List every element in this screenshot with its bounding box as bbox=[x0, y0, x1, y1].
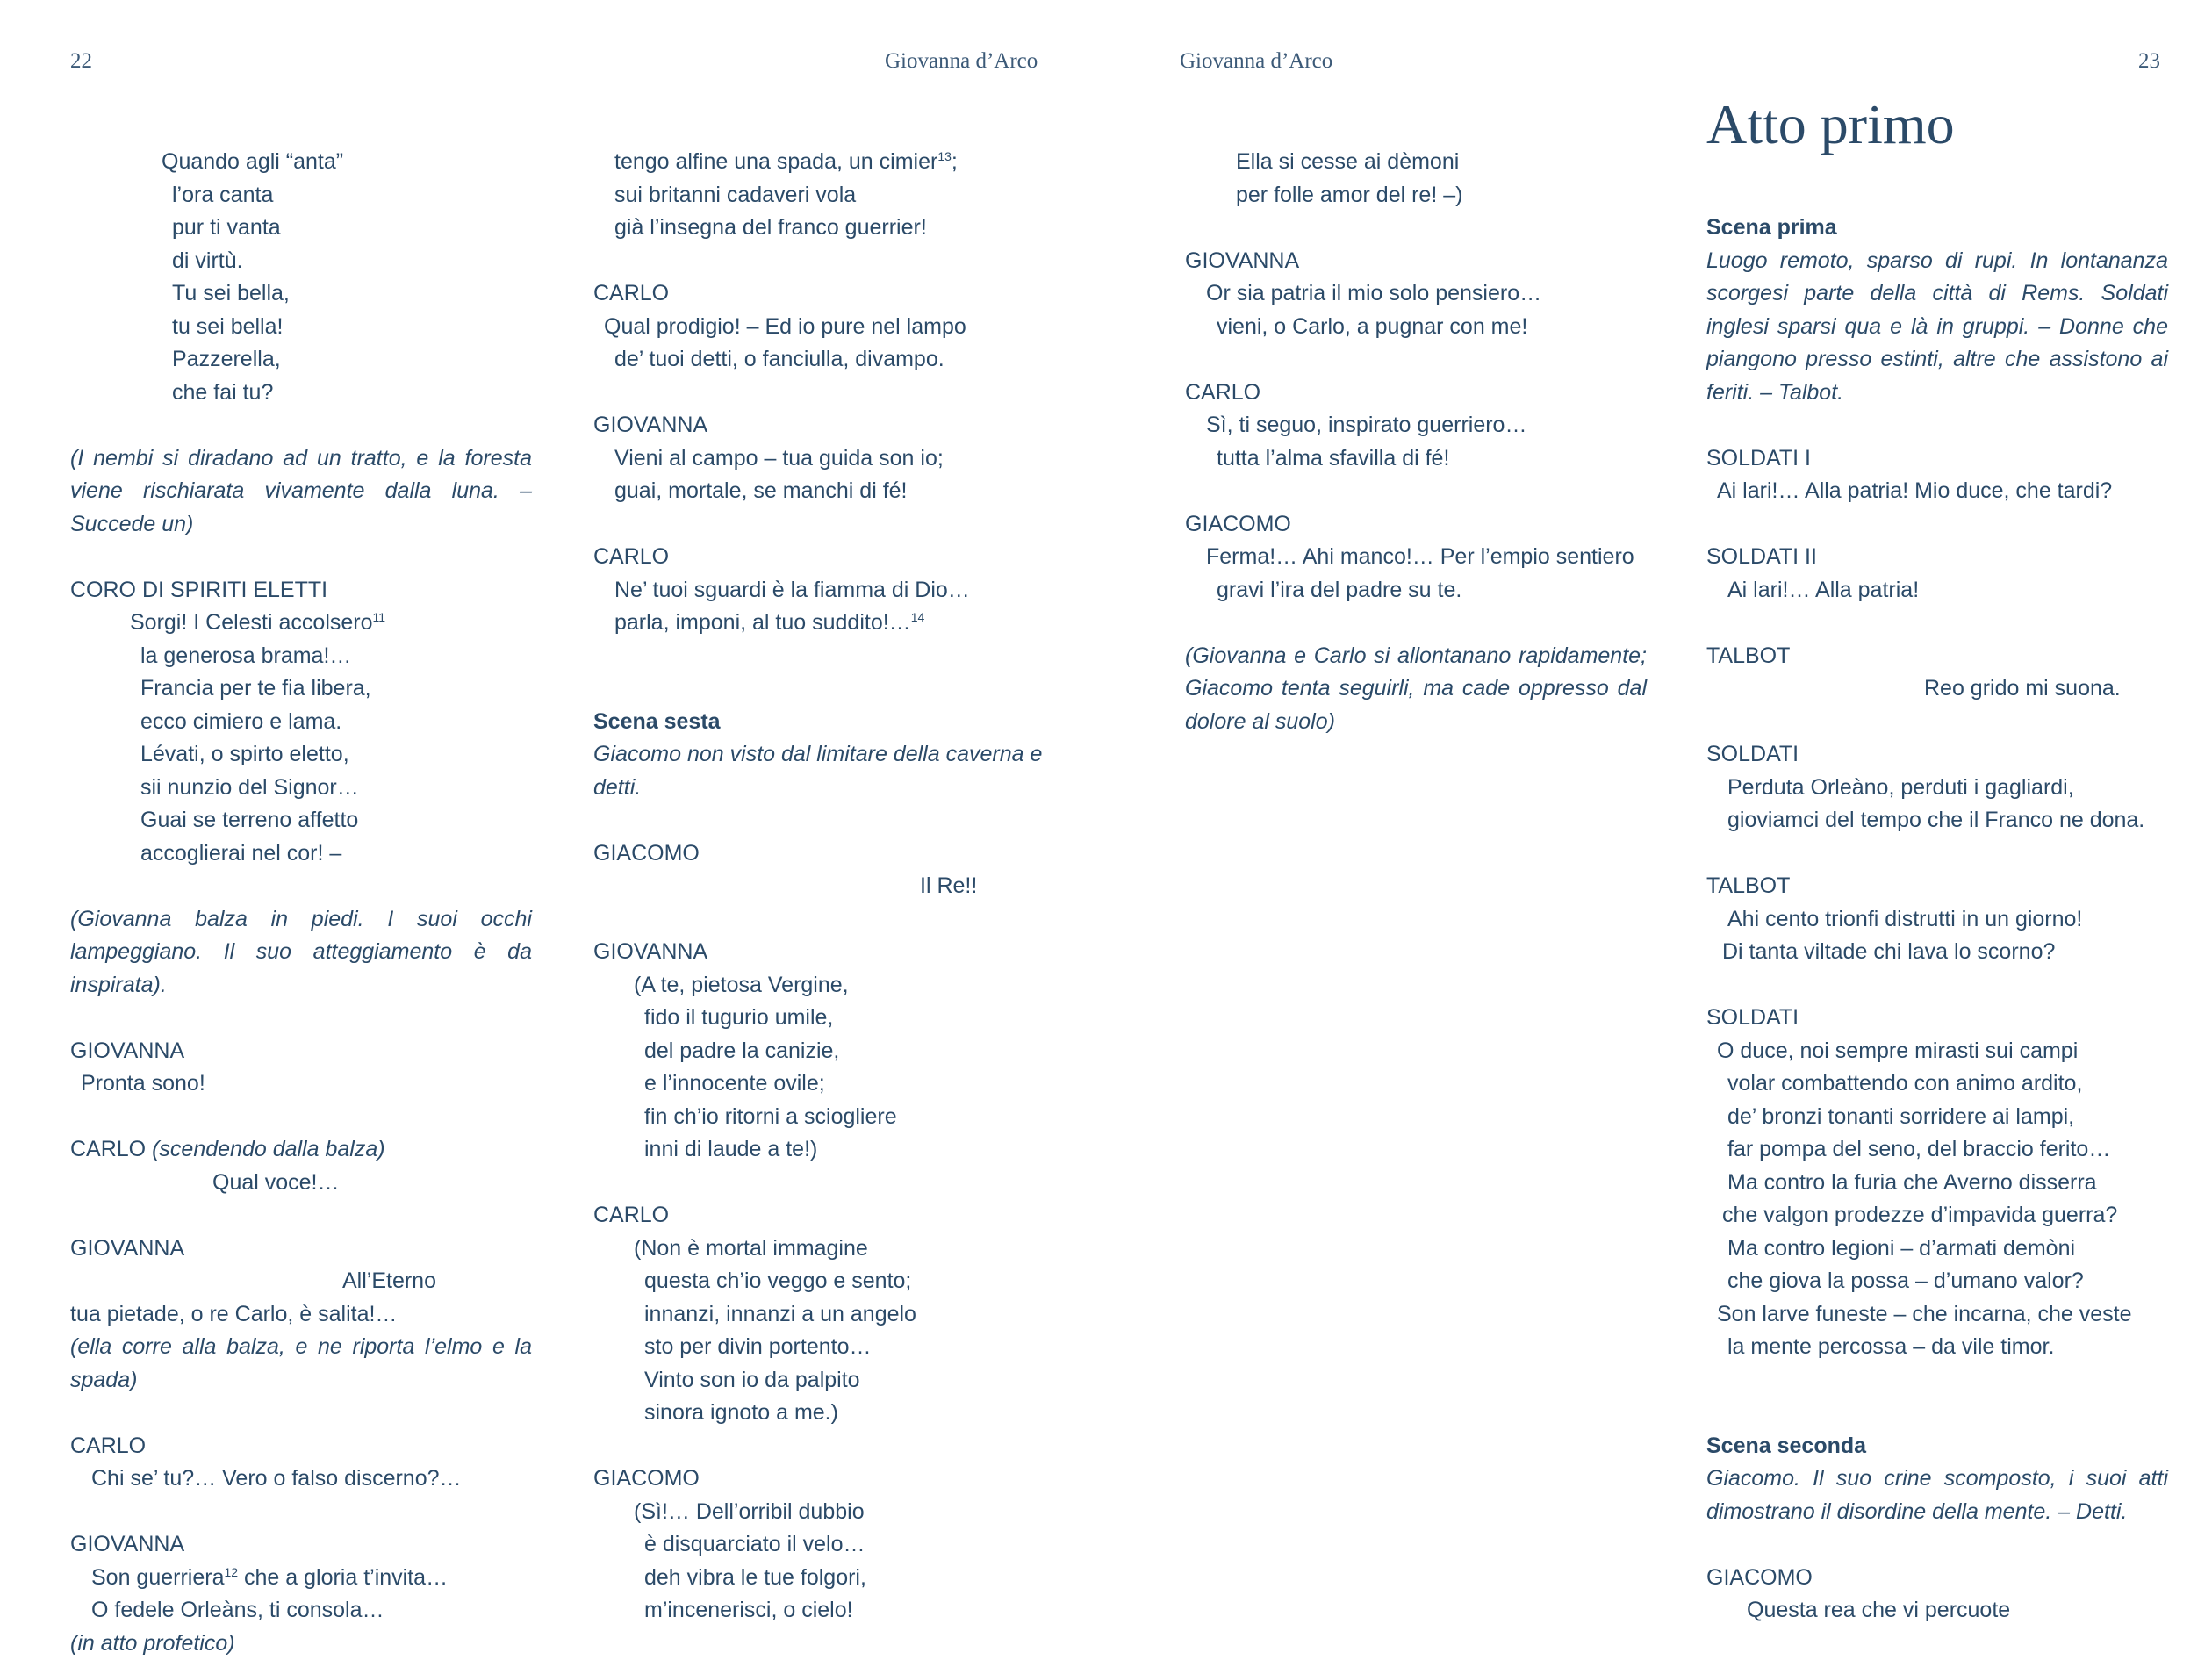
act-title: Atto primo bbox=[1706, 91, 1955, 158]
stage-direction: (I nembi si diradano ad un tratto, e la foresta viene rischiarata vivamente dalla luna. – Succede un) bbox=[70, 442, 532, 542]
verse-line: Ma contro la furia che Averno disserra bbox=[1706, 1167, 2168, 1200]
verse-line: Son guerriera$^{12}$ che a gloria t’invita… bbox=[70, 1562, 532, 1595]
speaker-label: CORO DI SPIRITI ELETTI bbox=[70, 574, 532, 607]
verse-line: tengo alfine una spada, un cimier$^{13}$; bbox=[593, 146, 1055, 179]
verse-line: gioviamci del tempo che il Franco ne dona. bbox=[1706, 804, 2168, 837]
verse-line: fido il tugurio umile, bbox=[593, 1002, 1055, 1035]
verse-line: innanzi, innanzi a un angelo bbox=[593, 1298, 1055, 1332]
verse-line: Ahi cento trionfi distrutti in un giorno! bbox=[1706, 903, 2168, 937]
verse-line: Qual voce!… bbox=[70, 1167, 532, 1200]
verse-line: Vinto son io da palpito bbox=[593, 1364, 1055, 1398]
verse-line: parla, imponi, al tuo suddito!…$^{14}$ bbox=[593, 607, 1055, 640]
verse-line: Chi se’ tu?… Vero o falso discerno?… bbox=[70, 1462, 532, 1496]
verse-line: (Non è mortal immagine bbox=[593, 1232, 1055, 1266]
stage-direction: (in atto profetico) bbox=[70, 1628, 532, 1660]
verse-line: ecco cimiero e lama. bbox=[70, 706, 532, 739]
verse-line: Il Re!! bbox=[593, 870, 1055, 903]
stage-direction: Giacomo. Il suo crine scomposto, i suoi atti dimostrano il disordine della mente. – Detti. bbox=[1706, 1462, 2168, 1528]
speaker-label: SOLDATI II bbox=[1706, 541, 2168, 574]
stage-direction: (Giovanna balza in piedi. I suoi occhi lampeggiano. Il suo atteggiamento è da inspirata). bbox=[70, 903, 532, 1002]
right-page-column-1 bbox=[1185, 146, 1647, 738]
scene-heading: Scena seconda bbox=[1706, 1430, 2168, 1463]
speaker-label: CARLO bbox=[1185, 377, 1647, 410]
speaker-label: GIOVANNA bbox=[593, 409, 1055, 442]
verse-line: m’incenerisci, o cielo! bbox=[593, 1594, 1055, 1628]
verse-line: Reo grido mi suona. bbox=[1706, 672, 2168, 706]
right-page-number: 23 bbox=[2138, 49, 2160, 74]
verse-line: che valgon prodezze d’impavida guerra? bbox=[1706, 1199, 2168, 1232]
verse-line: inni di laude a te!) bbox=[593, 1133, 1055, 1167]
verse-line: questa ch’io veggo e sento; bbox=[593, 1265, 1055, 1298]
footnote-ref: 13 bbox=[937, 149, 952, 163]
verse-line: del padre la canizie, bbox=[593, 1035, 1055, 1068]
verse-line: Or sia patria il mio solo pensiero… bbox=[1185, 277, 1647, 311]
verse-line: guai, mortale, se manchi di fé! bbox=[593, 475, 1055, 508]
footnote-ref: 14 bbox=[911, 610, 925, 624]
stage-direction: (ella corre alla balza, e ne riporta l’elmo e la spada) bbox=[70, 1331, 532, 1397]
speaker-label: GIACOMO bbox=[593, 837, 1055, 871]
verse-line: Pazzerella, bbox=[70, 343, 532, 377]
speaker-label: CARLO (scendendo dalla balza) bbox=[70, 1133, 532, 1167]
verse-line: (A te, pietosa Vergine, bbox=[593, 969, 1055, 1002]
scene-heading: Scena sesta bbox=[593, 706, 1055, 739]
verse-line: che giova la possa – d’umano valor? bbox=[1706, 1265, 2168, 1298]
verse-line: è disquarciato il velo… bbox=[593, 1528, 1055, 1562]
stage-direction: (scendendo dalla balza) bbox=[152, 1137, 384, 1161]
verse-line: O fedele Orleàns, ti consola… bbox=[70, 1594, 532, 1628]
verse-line: che fai tu? bbox=[70, 377, 532, 410]
verse-line: Ferma!… Ahi manco!… Per l’empio sentiero bbox=[1185, 541, 1647, 574]
right-running-head: Giovanna d’Arco bbox=[1180, 49, 1332, 74]
speaker-label: TALBOT bbox=[1706, 870, 2168, 903]
verse-line: Ne’ tuoi sguardi è la fiamma di Dio… bbox=[593, 574, 1055, 607]
verse-line: far pompa del seno, del braccio ferito… bbox=[1706, 1133, 2168, 1167]
right-page-column-2 bbox=[1706, 146, 2168, 1628]
speaker-label: GIOVANNA bbox=[593, 936, 1055, 969]
verse-line: Sì, ti seguo, inspirato guerriero… bbox=[1185, 409, 1647, 442]
left-page-number: 22 bbox=[70, 49, 92, 74]
verse-line: Questa rea che vi percuote bbox=[1706, 1594, 2168, 1628]
verse-line: per folle amor del re! –) bbox=[1185, 179, 1647, 212]
verse-line: Son larve funeste – che incarna, che veste bbox=[1706, 1298, 2168, 1332]
speaker-label: GIOVANNA bbox=[70, 1528, 532, 1562]
verse-line: sto per divin portento… bbox=[593, 1331, 1055, 1364]
verse-line: Sorgi! I Celesti accolsero$^{11}$ bbox=[70, 607, 532, 640]
verse-line: già l’insegna del franco guerrier! bbox=[593, 212, 1055, 245]
verse-line: Guai se terreno affetto bbox=[70, 804, 532, 837]
speaker-label: SOLDATI bbox=[1706, 1002, 2168, 1035]
verse-line: la mente percossa – da vile timor. bbox=[1706, 1331, 2168, 1364]
verse-line: fin ch’io ritorni a sciogliere bbox=[593, 1101, 1055, 1134]
verse-line: e l’innocente ovile; bbox=[593, 1067, 1055, 1101]
verse-line: de’ tuoi detti, o fanciulla, divampo. bbox=[593, 343, 1055, 377]
speaker-label: GIACOMO bbox=[593, 1462, 1055, 1496]
speaker-label: GIACOMO bbox=[1706, 1562, 2168, 1595]
verse-line: deh vibra le tue folgori, bbox=[593, 1562, 1055, 1595]
verse-line: Di tanta viltade chi lava lo scorno? bbox=[1706, 936, 2168, 969]
verse-line: pur ti vanta bbox=[70, 212, 532, 245]
verse-line: O duce, noi sempre mirasti sui campi bbox=[1706, 1035, 2168, 1068]
verse-line: sinora ignoto a me.) bbox=[593, 1397, 1055, 1430]
verse-line: Ella si cesse ai dèmoni bbox=[1185, 146, 1647, 179]
speaker-label: CARLO bbox=[593, 541, 1055, 574]
scene-heading: Scena prima bbox=[1706, 212, 2168, 245]
verse-line: Vieni al campo – tua guida son io; bbox=[593, 442, 1055, 476]
speaker-label: GIOVANNA bbox=[70, 1035, 532, 1068]
left-page-column-2 bbox=[593, 146, 1055, 1628]
stage-direction: Luogo remoto, sparso di rupi. In lontananza scorgesi parte della città di Rems. Soldati inglesi sparsi qua e là in gruppi. – Donne che piangono presso estinti, altre che assistono ai feriti. – Talbot. bbox=[1706, 245, 2168, 410]
speaker-label: CARLO bbox=[70, 1430, 532, 1463]
verse-line: All’Eterno bbox=[70, 1265, 532, 1298]
left-page-column-1 bbox=[70, 146, 532, 1660]
verse-line: tutta l’alma sfavilla di fé! bbox=[1185, 442, 1647, 476]
verse-line: Perduta Orleàno, perduti i gagliardi, bbox=[1706, 772, 2168, 805]
footnote-ref: 11 bbox=[373, 610, 386, 624]
verse-line: de’ bronzi tonanti sorridere ai lampi, bbox=[1706, 1101, 2168, 1134]
verse-line: Ai lari!… Alla patria! Mio duce, che tardi? bbox=[1706, 475, 2168, 508]
verse-line: sui britanni cadaveri vola bbox=[593, 179, 1055, 212]
speaker-label: CARLO bbox=[593, 1199, 1055, 1232]
verse-line: vieni, o Carlo, a pugnar con me! bbox=[1185, 311, 1647, 344]
speaker-label: CARLO bbox=[593, 277, 1055, 311]
speaker-label: GIACOMO bbox=[1185, 508, 1647, 542]
verse-line: l’ora canta bbox=[70, 179, 532, 212]
speaker-label: SOLDATI bbox=[1706, 738, 2168, 772]
verse-line: sii nunzio del Signor… bbox=[70, 772, 532, 805]
verse-line: accoglierai nel cor! – bbox=[70, 837, 532, 871]
verse-line: tua pietade, o re Carlo, è salita!… bbox=[70, 1298, 532, 1332]
verse-line: la generosa brama!… bbox=[70, 640, 532, 673]
verse-line: Francia per te fia libera, bbox=[70, 672, 532, 706]
stage-direction: Giacomo non visto dal limitare della caverna e detti. bbox=[593, 738, 1055, 804]
verse-line: Lévati, o spirto eletto, bbox=[70, 738, 532, 772]
verse-line: volar combattendo con animo ardito, bbox=[1706, 1067, 2168, 1101]
verse-line: Ma contro legioni – d’armati demòni bbox=[1706, 1232, 2168, 1266]
verse-line: tu sei bella! bbox=[70, 311, 532, 344]
verse-line: Tu sei bella, bbox=[70, 277, 532, 311]
verse-line: Quando agli “anta” bbox=[70, 146, 532, 179]
verse-line: di virtù. bbox=[70, 245, 532, 278]
speaker-label: GIOVANNA bbox=[70, 1232, 532, 1266]
verse-line: (Sì!… Dell’orribil dubbio bbox=[593, 1496, 1055, 1529]
verse-line: Pronta sono! bbox=[70, 1067, 532, 1101]
footnote-ref: 12 bbox=[224, 1565, 238, 1579]
stage-direction: (Giovanna e Carlo si allontanano rapidamente; Giacomo tenta seguirli, ma cade oppresso dal dolore al suolo) bbox=[1185, 640, 1647, 739]
speaker-label: GIOVANNA bbox=[1185, 245, 1647, 278]
speaker-label: TALBOT bbox=[1706, 640, 2168, 673]
verse-line: Ai lari!… Alla patria! bbox=[1706, 574, 2168, 607]
verse-line: gravi l’ira del padre su te. bbox=[1185, 574, 1647, 607]
verse-line: Qual prodigio! – Ed io pure nel lampo bbox=[593, 311, 1055, 344]
speaker-label: SOLDATI I bbox=[1706, 442, 2168, 476]
left-running-head: Giovanna d’Arco bbox=[885, 49, 1038, 74]
